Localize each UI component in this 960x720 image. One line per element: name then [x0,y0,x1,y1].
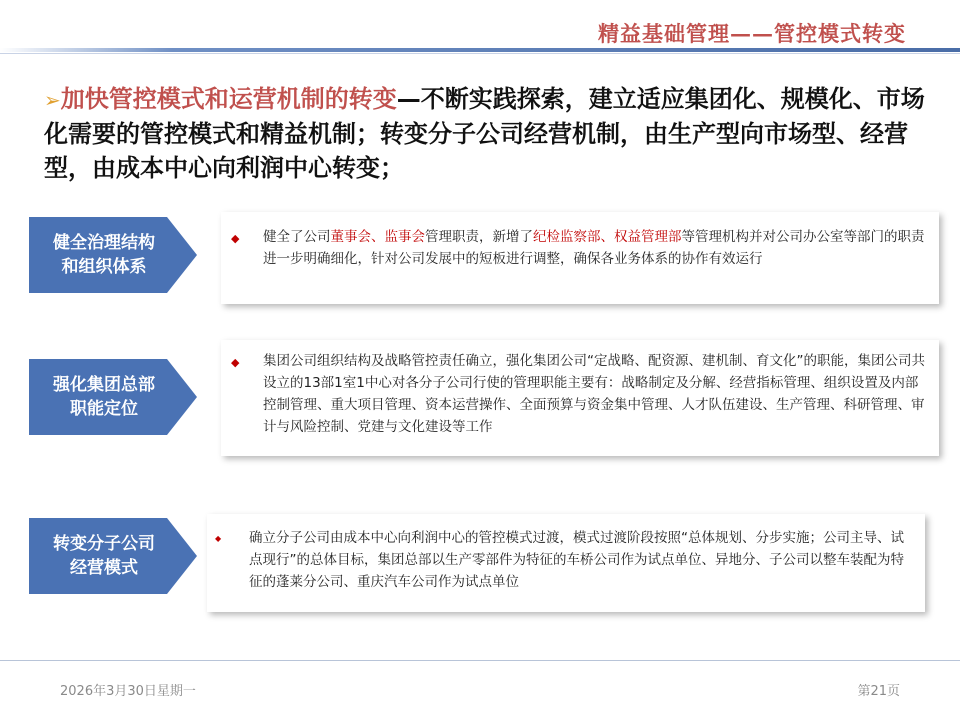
header-divider [0,48,960,52]
card-text: 确立分子公司由成本中心向利润中心的管控模式过渡，模式过渡阶段按照“总体规划、分步实施；公司主导、试点现行”的总体目标，集团总部以生产零部件为特征的车桥公司作为试点单位、异地分、子公司以整车装配为特征的蓬莱分公司、重庆汽车公司作为试点单位 [249,530,904,590]
card-text-part: 管理职责，新增了 [425,229,533,245]
diamond-bullet-icon: ◆ [231,356,240,369]
row-label-governance [29,217,197,293]
card-text [263,226,927,270]
card-text-red: 董事会、监事会 [330,229,425,245]
card-text-part: 等管理机构并对公司办公室等部门的职责进一步明确细化，针对公司发展中的短板进行调整，确保各业务体系的协作有效运行 [263,229,925,267]
footer-divider [0,660,960,661]
card-text-red: 纪检监察部、权益管理部 [533,229,682,245]
headline-text: —不断实践探索，建立适应集团化、规模化、市场化需要的管控模式和精益机制；转变分子公司经营机制，由生产型向市场型、经营型，由成本中心向利润中心转变； [44,85,925,182]
content-card-governance [221,212,939,304]
row-label-line2: 和组织体系 [61,257,147,277]
row-label-line1: 转变分子公司 [53,534,155,554]
arrow-bullet-icon: ➢ [44,88,61,112]
footer-date: 2026年3月30日星期一 [60,684,196,699]
row-label-line1: 强化集团总部 [53,375,155,395]
row-label-line1: 健全治理结构 [53,233,155,253]
card-text-part: 健全了公司 [263,229,331,245]
row-label-hq-function [29,359,197,435]
headline-highlight: 加快管控模式和运营机制的转变 [60,85,397,113]
slide-header-title: 精益基础管理——管控模式转变 [598,21,906,46]
row-label-line2: 经营模式 [70,558,138,578]
row-label-subsidiary-model [29,518,197,594]
content-card-subsidiary-model [207,514,925,612]
diamond-bullet-icon: ◆ [215,534,222,543]
row-label-line2: 职能定位 [70,399,138,419]
header-divider-thin [0,53,960,54]
card-text: 集团公司组织结构及战略管控责任确立，强化集团公司“定战略、配资源、建机制、育文化”的职能，集团公司共设立的13部1室1中心对各分子公司行使的管理职能主要有：战略制定及分解、经营指标管理、组织设置及内部控制管理、重大项目管理、资本运营操作、全面预算与资金集中管理、人才队伍建设、生产管理、科研管理、审计与风险控制、党建与文化建设等工作 [263,353,925,435]
content-card-hq-function [221,340,939,456]
page-number: 第21页 [857,684,900,699]
diamond-bullet-icon: ◆ [231,232,240,245]
slide-headline [44,82,934,185]
